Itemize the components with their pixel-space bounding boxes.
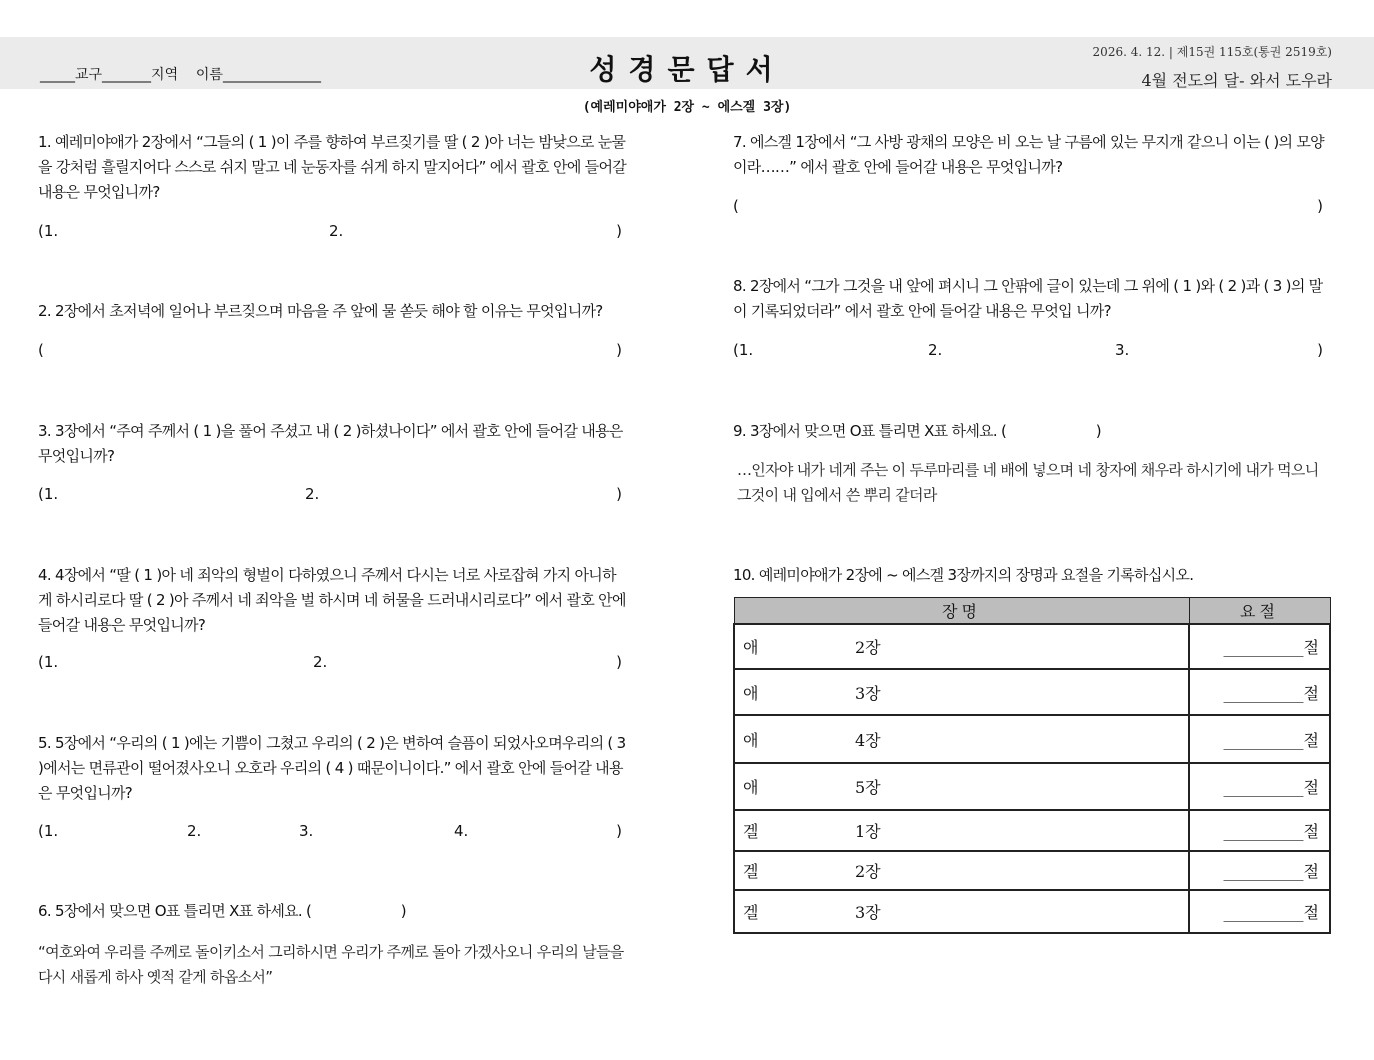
book-abbrev: 애 (743, 638, 759, 657)
answer-line-3 (38, 485, 628, 507)
question-1: 1. 예레미야애가 2장에서 “그들의 ( 1 )이 주를 향하여 부르짖기를 딸 ( 2 )아 너는 밤낮으로 눈물을 강처럼 흘릴지어다 스스로 쉬지 말고 네 눈동자를 쉬게 하지 말지어다” 에서 괄호 안에 들어갈 내용은 무엇입니까? (38, 133, 627, 201)
question-4: 4. 4장에서 “딸 ( 1 )아 네 죄악의 형벌이 다하였으니 주께서 다시는 너로 사로잡혀 가지 아니하게 하시리로다 딸 ( 2 )아 주께서 네 죄악을 벌 하시며 네 허물을 드러내시리로다” 에서 괄호 안에 들어갈 내용은 무엇입니까? (38, 566, 626, 634)
book-abbrev: 애 (743, 778, 759, 797)
answer-marker-2: 2. (313, 653, 328, 671)
chapter-cell (734, 851, 1189, 890)
table-header-row (734, 598, 1330, 625)
answer-close: ) (616, 485, 622, 503)
answer-line-5 (38, 822, 628, 844)
header-key-verse: 요절 (1189, 598, 1330, 625)
answer-open: (1. (38, 822, 59, 840)
answer-close: ) (616, 822, 622, 840)
answer-open: ( (733, 197, 739, 215)
verse-blank[interactable]: __________절 (1189, 851, 1330, 890)
answer-close: ) (1317, 197, 1323, 215)
chapter-number: 4장 (855, 730, 881, 750)
verse-blank[interactable]: __________절 (1189, 715, 1330, 763)
answer-line-8 (733, 341, 1331, 363)
table-row (734, 810, 1330, 851)
book-abbrev: 애 (743, 730, 759, 750)
verse-blank[interactable]: __________절 (1189, 810, 1330, 851)
book-abbrev: 겔 (743, 862, 759, 881)
answer-marker-3: 3. (1115, 341, 1130, 359)
chapter-cell (734, 763, 1189, 810)
answer-open: (1. (733, 341, 754, 359)
chapter-number: 2장 (855, 638, 881, 657)
answer-marker-2: 2. (329, 222, 344, 240)
answer-marker-2: 2. (187, 822, 202, 840)
answer-line-7 (733, 197, 1331, 219)
answer-close: ) (1317, 341, 1323, 359)
question-3: 3. 3장에서 “주여 주께서 ( 1 )을 풀어 주셨고 내 ( 2 )하셨나이다” 에서 괄호 안에 들어갈 내용은 무엇입니까? (38, 422, 623, 465)
answer-marker-2: 2. (928, 341, 943, 359)
question-2: 2. 2장에서 초저녁에 일어나 부르짖으며 마음을 주 앞에 물 쏟듯 해야 할 이유는 무엇입니까? (38, 302, 603, 320)
verse-blank[interactable]: __________절 (1189, 669, 1330, 715)
answer-close: ) (616, 653, 622, 671)
chapter-number: 1장 (855, 822, 881, 841)
question-8: 8. 2장에서 “그가 그것을 내 앞에 펴시니 그 안팎에 글이 있는데 그 위에 ( 1 )와 ( 2 )과 ( 3 )의 말이 기록되었더라” 에서 괄호 안에 들어갈 내용은 무엇입 니까? (733, 277, 1323, 320)
table-row (734, 890, 1330, 933)
answer-open: (1. (38, 485, 59, 503)
answer-marker-2: 2. (305, 485, 320, 503)
chapter-number: 5장 (855, 778, 881, 797)
answer-open: (1. (38, 653, 59, 671)
answer-line-1 (38, 222, 628, 244)
question-9-passage: …인자야 내가 네게 주는 이 두루마리를 네 배에 넣으며 네 창자에 채우라 하시기에 내가 먹으니 그것이 내 입에서 쓴 뿌리 같더라 (737, 461, 1319, 504)
book-abbrev: 애 (743, 683, 759, 703)
book-abbrev: 겔 (743, 822, 759, 841)
chapter-cell (734, 624, 1189, 669)
book-abbrev: 겔 (743, 903, 759, 922)
registration-fields: _____교구_______지역 이름______________ (40, 67, 321, 83)
question-5: 5. 5장에서 “우리의 ( 1 )에는 기쁨이 그쳤고 우리의 ( 2 )은 변하여 슬픔이 되었사오며우리의 ( 3 )에서는 면류관이 떨어졌사오니 오호라 우리의 ( 4 ) 때문이니이다.” 에서 괄호 안에 들어갈 내용은 무엇입니까? (38, 734, 626, 802)
answer-line-4 (38, 653, 628, 675)
question-6: 6. 5장에서 맞으면 O표 틀리면 X표 하세요. ( ) (38, 902, 406, 920)
chapter-verse-table (733, 597, 1331, 934)
chapter-number: 3장 (855, 903, 881, 922)
question-7: 7. 에스겔 1장에서 “그 사방 광채의 모양은 비 오는 날 구름에 있는 무지개 같으니 이는 ( )의 모양이라……” 에서 괄호 안에 들어갈 내용은 무엇입니까? (733, 133, 1324, 176)
table-row (734, 851, 1330, 890)
chapter-cell (734, 890, 1189, 933)
verse-blank[interactable]: __________절 (1189, 763, 1330, 810)
chapter-cell (734, 810, 1189, 851)
answer-open: ( (38, 341, 44, 359)
issue-info: 2026. 4. 12. | 제15권 115호(통권 2519호) (1092, 45, 1332, 59)
chapter-number: 3장 (855, 683, 881, 703)
chapter-number: 2장 (855, 862, 881, 881)
monthly-theme: 4월 전도의 달- 와서 도우라 (1141, 71, 1332, 90)
page-title: 성경문답서 (589, 53, 785, 86)
table-row (734, 624, 1330, 669)
answer-line-2 (38, 341, 628, 363)
answer-marker-4: 4. (454, 822, 469, 840)
question-9: 9. 3장에서 맞으면 O표 틀리면 X표 하세요. ( ) (733, 422, 1101, 440)
answer-close: ) (616, 341, 622, 359)
question-10: 10. 예레미야애가 2장에 ~ 에스겔 3장까지의 장명과 요절을 기록하십시오. (733, 566, 1194, 584)
answer-open: (1. (38, 222, 59, 240)
verse-blank[interactable]: __________절 (1189, 624, 1330, 669)
chapter-cell (734, 669, 1189, 715)
table-row (734, 669, 1330, 715)
table-row (734, 715, 1330, 763)
answer-close: ) (616, 222, 622, 240)
table-row (734, 763, 1330, 810)
header-chapter-name: 장명 (734, 598, 1189, 625)
answer-marker-3: 3. (299, 822, 314, 840)
page-subtitle: (예레미야애가 2장 ~ 에스겔 3장) (582, 100, 792, 115)
verse-blank[interactable]: __________절 (1189, 890, 1330, 933)
chapter-cell (734, 715, 1189, 763)
question-6-passage: “여호와여 우리를 주께로 돌이키소서 그리하시면 우리가 주께로 돌아 가겠사오니 우리의 날들을 다시 새롭게 하사 옛적 같게 하옵소서” (38, 943, 624, 986)
